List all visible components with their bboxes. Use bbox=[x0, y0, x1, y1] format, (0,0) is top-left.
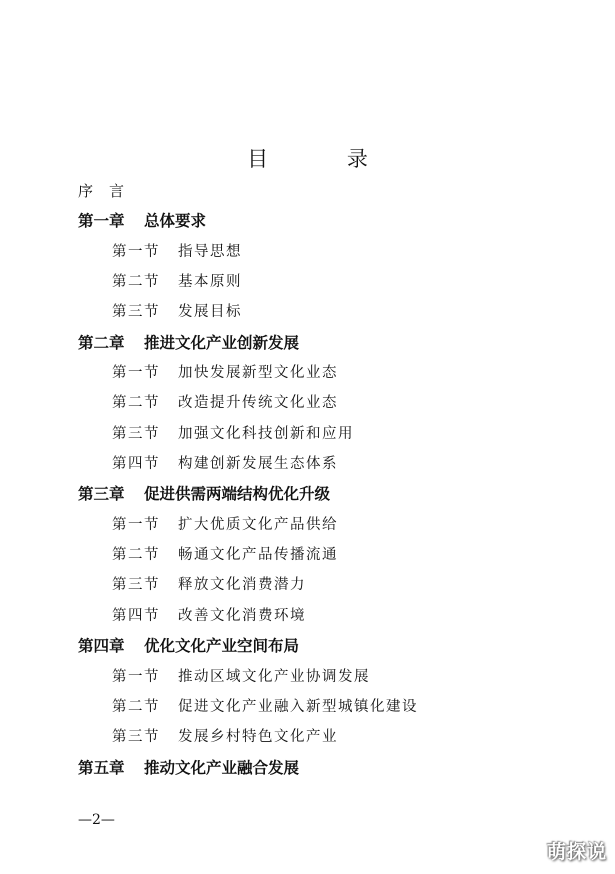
section-number: 第一节 bbox=[112, 516, 160, 533]
toc-section bbox=[78, 540, 418, 570]
section-title: 指导思想 bbox=[178, 243, 242, 260]
toc-section bbox=[78, 267, 418, 297]
section-number: 第四节 bbox=[112, 456, 160, 473]
section-title: 推动区域文化产业协调发展 bbox=[178, 668, 370, 685]
watermark-logo: 萌探说 bbox=[546, 841, 607, 863]
toc-title: 目 录 bbox=[247, 147, 404, 171]
chapter-number: 第二章 bbox=[78, 333, 125, 352]
toc-chapter bbox=[78, 479, 418, 509]
section-title: 畅通文化产品传播流通 bbox=[178, 547, 338, 564]
section-number: 第二节 bbox=[112, 395, 160, 412]
section-number: 第三节 bbox=[112, 729, 160, 746]
chapter-number: 第四章 bbox=[78, 637, 125, 656]
section-title: 基本原则 bbox=[178, 274, 242, 291]
chapter-number: 第三章 bbox=[78, 485, 125, 504]
chapter-number: 第五章 bbox=[78, 758, 125, 777]
section-title: 释放文化消费潜力 bbox=[178, 577, 306, 594]
chapter-title: 推进文化产业创新发展 bbox=[144, 333, 300, 352]
section-title: 发展乡村特色文化产业 bbox=[178, 729, 338, 746]
section-title: 构建创新发展生态体系 bbox=[178, 456, 338, 473]
chapter-title: 推动文化产业融合发展 bbox=[144, 758, 300, 777]
toc-section bbox=[78, 419, 418, 449]
toc-chapter bbox=[78, 753, 418, 783]
section-number: 第二节 bbox=[112, 547, 160, 564]
page-number: —2— bbox=[78, 812, 115, 828]
section-number: 第四节 bbox=[112, 607, 160, 624]
table-of-contents bbox=[78, 176, 418, 783]
section-number: 第一节 bbox=[112, 668, 160, 685]
section-number: 第二节 bbox=[112, 698, 160, 715]
section-number: 第三节 bbox=[112, 304, 160, 321]
toc-preface-char: 言 bbox=[109, 182, 125, 200]
toc-section bbox=[78, 358, 418, 388]
section-number: 第一节 bbox=[112, 243, 160, 260]
chapter-title: 优化文化产业空间布局 bbox=[144, 637, 300, 656]
chapter-title: 促进供需两端结构优化升级 bbox=[144, 485, 331, 504]
section-number: 第三节 bbox=[112, 425, 160, 442]
toc-section bbox=[78, 510, 418, 540]
toc-section bbox=[78, 388, 418, 418]
toc-chapter bbox=[78, 328, 418, 358]
toc-preface bbox=[78, 176, 418, 206]
section-title: 加快发展新型文化业态 bbox=[178, 365, 338, 382]
section-number: 第二节 bbox=[112, 274, 160, 291]
section-title: 改善文化消费环境 bbox=[178, 607, 306, 624]
chapter-number: 第一章 bbox=[78, 212, 125, 231]
section-title: 扩大优质文化产品供给 bbox=[178, 516, 338, 533]
section-number: 第三节 bbox=[112, 577, 160, 594]
toc-section bbox=[78, 722, 418, 752]
chapter-title: 总体要求 bbox=[144, 212, 207, 231]
toc-chapter bbox=[78, 206, 418, 236]
section-number: 第一节 bbox=[112, 365, 160, 382]
toc-section bbox=[78, 601, 418, 631]
toc-preface-char: 序 bbox=[78, 182, 94, 200]
section-title: 发展目标 bbox=[178, 304, 242, 321]
toc-section bbox=[78, 237, 418, 267]
toc-section bbox=[78, 297, 418, 327]
toc-section bbox=[78, 662, 418, 692]
toc-section bbox=[78, 570, 418, 600]
section-title: 改造提升传统文化业态 bbox=[178, 395, 338, 412]
toc-section bbox=[78, 449, 418, 479]
section-title: 促进文化产业融入新型城镇化建设 bbox=[178, 698, 418, 715]
section-title: 加强文化科技创新和应用 bbox=[178, 425, 354, 442]
toc-section bbox=[78, 692, 418, 722]
toc-chapter bbox=[78, 631, 418, 661]
